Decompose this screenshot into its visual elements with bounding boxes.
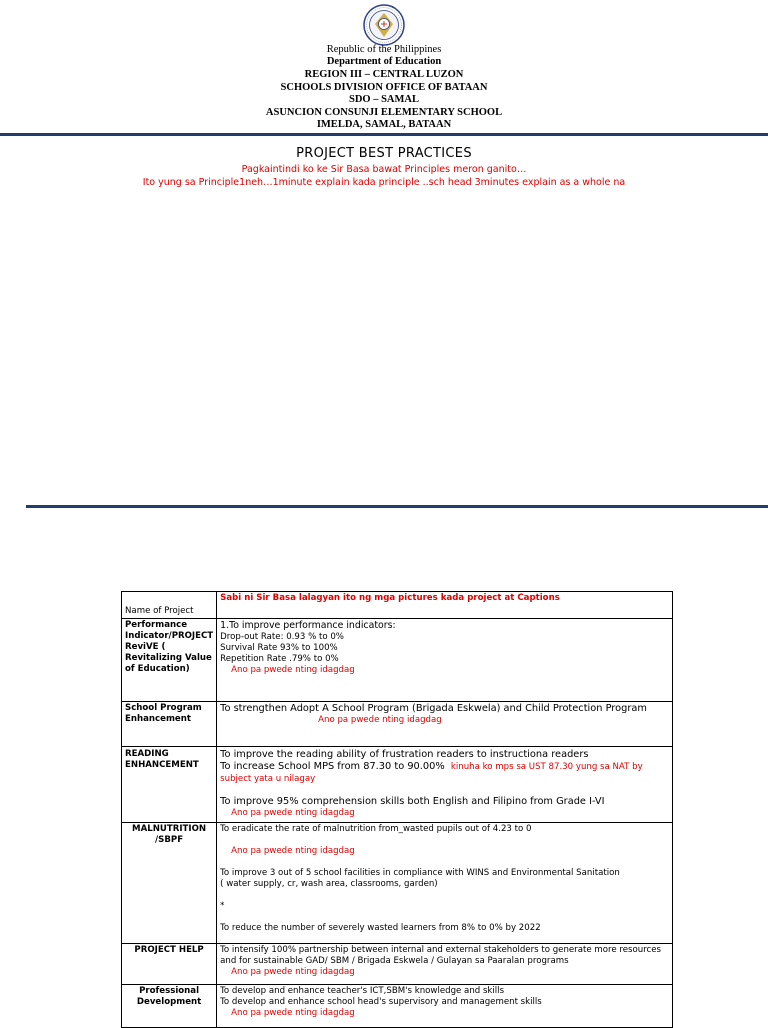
row-annotation: Ano pa pwede nting idagdag (231, 967, 355, 977)
row-text: To improve 95% comprehension skills both English and Filipino from Grade I-VI (220, 796, 605, 807)
row-text: Repetition Rate .79% to 0% (220, 654, 339, 664)
row-text: To reduce the number of severely wasted learners from 8% to 0% by 2022 (220, 923, 541, 933)
row-text: To increase School MPS from 87.30 to 90.00% (220, 761, 445, 772)
sdo-line: SDO – SAMAL (348, 94, 419, 105)
table-row (122, 944, 673, 985)
row-annotation: kinuha ko mps sa UST 87.30 yung sa NAT by subject yata u nilagay (220, 762, 643, 784)
table-row (122, 747, 673, 823)
column-label: Name of Project (122, 592, 217, 619)
table-row (122, 985, 673, 1028)
region-line: REGION III – CENTRAL LUZON (304, 69, 464, 80)
row-label: READING ENHANCEMENT (122, 747, 217, 823)
row-annotation: Ano pa pwede nting idagdag (231, 846, 355, 856)
row-label: Performance Indicator/PROJECT ReviVE ( Revitalizing Value of Education) (122, 619, 217, 702)
school-name: ASUNCION CONSUNJI ELEMENTARY SCHOOL (265, 107, 503, 118)
row-text: To develop and enhance teacher's ICT,SBM's knowledge and skills (220, 986, 505, 996)
row-text: To improve the reading ability of frustration readers to instructiona readers (220, 749, 589, 760)
row-label: PROJECT HELP (122, 944, 217, 985)
row-annotation: Ano pa pwede nting idagdag (318, 715, 442, 725)
table-header-row (122, 592, 673, 619)
row-text: Survival Rate 93% to 100% (220, 643, 338, 653)
row-text: To develop and enhance school head's supervisory and management skills (220, 997, 542, 1007)
row-label: Professional Development (122, 985, 217, 1028)
annotation-note: Ito yung sa Principle1neh…1minute explain kada principle ..sch head 3minutes explain as a whole na (142, 177, 626, 188)
row-text: To improve 3 out of 5 school facilities in compliance with WINS and Environmental Sanitation (220, 868, 620, 878)
row-text: To intensify 100% partnership between internal and external stakeholders to generate more resources and for sustainable GAD/ SBM / Brigada Eskwela / Gulayan sa Paaralan programs (220, 945, 662, 966)
department-line: Department of Education (326, 56, 442, 67)
row-text: Drop-out Rate: 0.93 % to 0% (220, 632, 344, 642)
row-annotation: Ano pa pwede nting idagdag (231, 665, 355, 675)
division-line: SCHOOLS DIVISION OFFICE OF BATAAN (280, 82, 488, 93)
school-address: IMELDA, SAMAL, BATAAN (316, 119, 452, 130)
deped-seal-logo (356, 4, 412, 46)
header-divider (0, 133, 768, 136)
table-row (122, 619, 673, 702)
row-label: MALNUTRITION /SBPF (122, 823, 217, 944)
row-text: ( water supply, cr, wash area, classrooms, garden) (220, 879, 438, 889)
table-annotation: Sabi ni Sir Basa lalagyan ito ng mga pictures kada project at Captions (220, 593, 560, 603)
row-annotation: Ano pa pwede nting idagdag (231, 808, 355, 818)
table-row (122, 702, 673, 747)
projects-table (121, 591, 673, 1028)
row-label: School Program Enhancement (122, 702, 217, 747)
republic-line: Republic of the Philippines (326, 44, 442, 55)
row-annotation: Ano pa pwede nting idagdag (231, 1008, 355, 1018)
row-text: To eradicate the rate of malnutrition from_wasted pupils out of 4.23 to 0 (220, 824, 532, 834)
annotation-note: Pagkaintindi ko ke Sir Basa bawat Principles meron ganito… (241, 164, 527, 175)
page-title: PROJECT BEST PRACTICES (296, 146, 472, 161)
bullet-marker: * (220, 901, 225, 911)
row-text: To strengthen Adopt A School Program (Brigada Eskwela) and Child Protection Program (220, 703, 647, 714)
row-text: 1.To improve performance indicators: (220, 620, 396, 631)
table-row (122, 823, 673, 944)
section-divider (26, 505, 768, 508)
